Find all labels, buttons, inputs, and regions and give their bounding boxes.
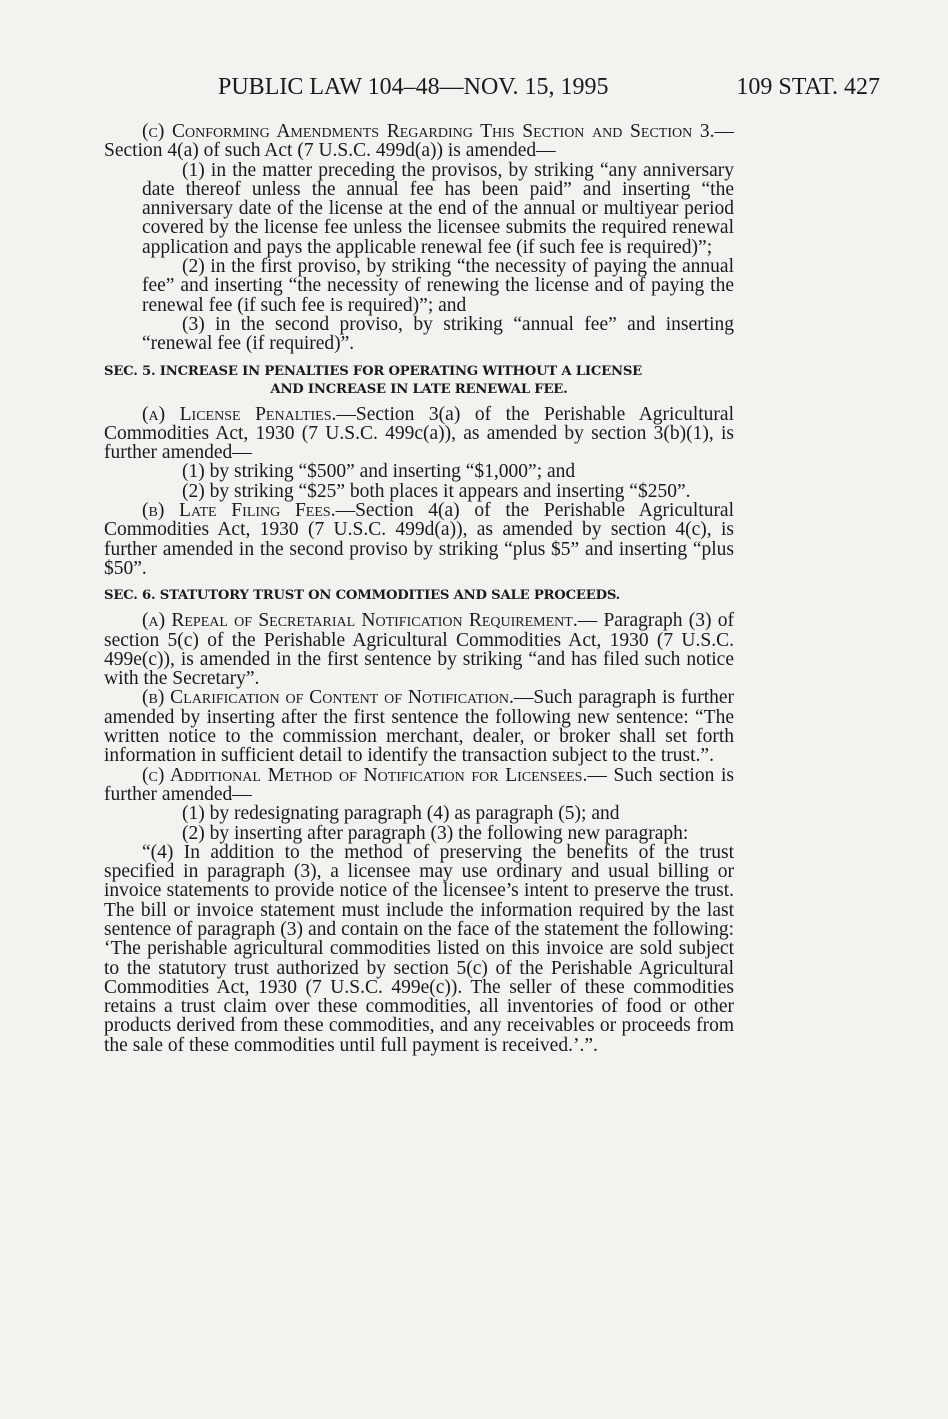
list-item: (2) in the first proviso, by striking “the necessity of paying the annual fee” and inserting “the necessity of renewing the license and of paying the renewal fee (if such fee is required)”; and xyxy=(142,256,734,316)
list-item: (2) by inserting after paragraph (3) the following new paragraph: xyxy=(182,822,689,844)
paragraph-c-additional-method xyxy=(104,766,734,805)
section-5-heading xyxy=(104,363,734,399)
paragraph-heading: (a) License Penalties. xyxy=(142,403,337,425)
section-heading-line: SEC. 5. INCREASE IN PENALTIES FOR OPERATING WITHOUT A LICENSE xyxy=(104,363,643,379)
paragraph-heading: (b) Late Filing Fees. xyxy=(142,500,336,522)
paragraph-text: —Section 4(a) of such Act (7 U.S.C. 499d(a)) is amended— xyxy=(104,121,734,162)
paragraph-text: — Paragraph (3) of section 5(c) of the Perishable Agricultural Commodities Act, 1930 (7 U.S.C. 499e(c)), is amended in the first sentence by striking “and has filed such notice with the Secretary”. xyxy=(104,610,734,690)
list-item: (3) in the second proviso, by striking “annual fee” and inserting “renewal fee (if required)”. xyxy=(142,313,734,355)
paragraph-text: —Section 4(a) of the Perishable Agricultural Commodities Act, 1930 (7 U.S.C. 499d(a)), as amended by section 4(c), is further amended in the second proviso by striking “plus $5” and inserting “plus $50”. xyxy=(104,500,735,579)
statute-page-number: 109 STAT. 427 xyxy=(736,74,880,100)
paragraph-text: —Such paragraph is further amended by inserting after the first sentence the following new sentence: “The written notice to the commission merchant, dealer, or broker shall set forth information in sufficient detail to identify the transaction subject to the trust.”. xyxy=(104,687,735,767)
paragraph-c-conforming-amendments xyxy=(104,122,734,161)
section-6-heading xyxy=(104,587,734,605)
paragraph-b-late-filing-fees xyxy=(104,501,734,578)
paragraph-heading: (b) Clarification of Content of Notification. xyxy=(142,687,514,709)
header-title: PUBLIC LAW 104–48—NOV. 15, 1995 xyxy=(218,74,609,100)
paragraph-heading: (c) Conforming Amendments Regarding This Section and Section 3. xyxy=(142,121,715,142)
list-item: (1) by redesignating paragraph (4) as paragraph (5); and xyxy=(182,803,620,825)
paragraph-heading: (c) Additional Method of Notification for Licensees. xyxy=(142,764,588,786)
paragraph-text: —Section 3(a) of the Perishable Agricultural Commodities Act, 1930 (7 U.S.C. 499c(a)), as amended by section 3(b)(1), is further amended— xyxy=(104,403,734,464)
list-item: (2) by striking “$25” both places it appears and inserting “$250”. xyxy=(182,480,691,502)
list-item: (1) in the matter preceding the provisos, by striking “any anniversary date thereof unless the annual fee has been paid” and inserting “the anniversary date of the license at the end of the annual or multiyear period covered by the license fee unless the licensee submits the required renewal application and pays the applicable renewal fee (if such fee is required)”; xyxy=(142,159,734,258)
list-item: (1) by striking “$500” and inserting “$1,000”; and xyxy=(182,461,576,483)
document-body xyxy=(104,122,734,1055)
page-header xyxy=(120,70,880,104)
paragraph-a-repeal xyxy=(104,611,734,688)
paragraph-b-clarification xyxy=(104,688,734,765)
paragraph-heading: (a) Repeal of Secretarial Notification Requirement. xyxy=(142,610,578,632)
section-heading-line: AND INCREASE IN LATE RENEWAL FEE. xyxy=(270,381,568,397)
section-heading-line: SEC. 6. STATUTORY TRUST ON COMMODITIES AND SALE PROCEEDS. xyxy=(104,588,621,604)
quoted-paragraph-4: “(4) In addition to the method of preserving the benefits of the trust specified in paragraph (3), a licensee may use ordinary and usual billing or invoice statements to provide notice of the licensee’s intent to preserve the trust. The bill or invoice statement must include the information required by the last sentence of paragraph (3) and contain on the face of the statement the following: ‘The perishable agricultural commodities listed on this invoice are sold subject to the statutory trust authorized by section 5(c) of the Perishable Agricultural Commodities Act, 1930 (7 U.S.C. 499e(c)). The seller of these commodities retains a trust claim over these commodities, all inventories of food or other products derived from these commodities, and any receivables or proceeds from the sale of these commodities until full payment is received.’.”. xyxy=(104,841,734,1056)
paragraph-a-license-penalties xyxy=(104,405,734,463)
paragraph-text: — Such section is further amended— xyxy=(104,764,734,805)
